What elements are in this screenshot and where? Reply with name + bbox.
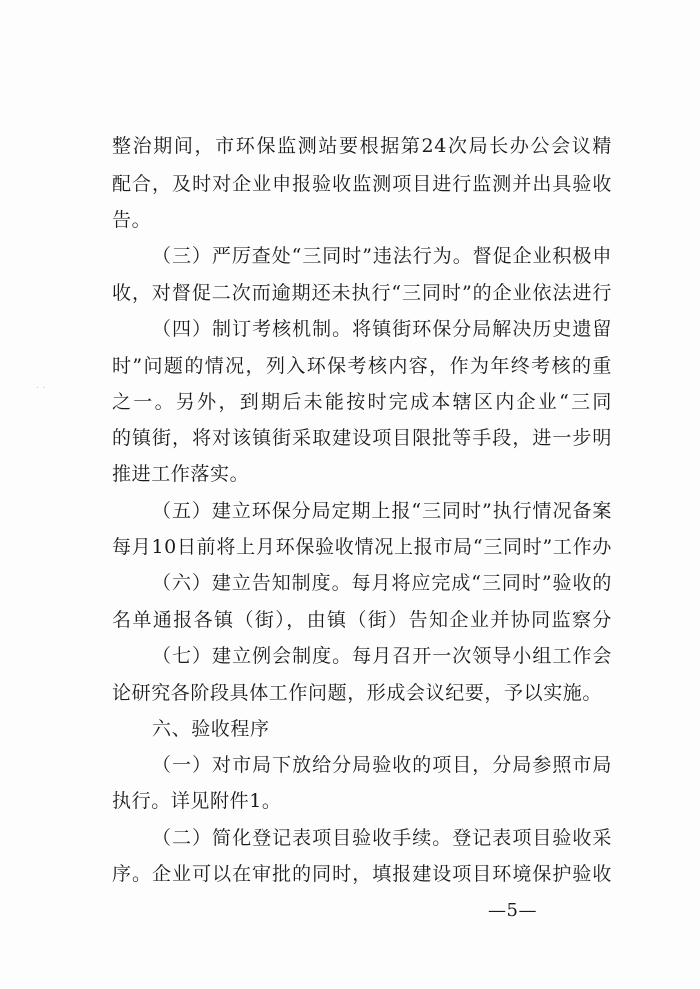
body-line-11: （五）建立环保分局定期上报“三同时”执行情况备案	[152, 500, 612, 522]
body-line-16: 论研究各阶段具体工作问题，形成会议纪要，予以实施。	[112, 682, 603, 704]
scan-speck: · ·	[36, 383, 46, 394]
body-line-18: （一）对市局下放给分局验收的项目，分局参照市局	[152, 754, 612, 776]
body-line-2: 配合，及时对企业申报验收监测项目进行监测并出具验收	[112, 173, 612, 195]
body-line-7: 时”问题的情况，列入环保考核内容，作为年终考核的重	[112, 355, 612, 377]
body-line-5: 收，对督促二次而逾期还未执行“三同时”的企业依法进行	[112, 282, 612, 304]
body-line-9: 的镇街，将对该镇街采取建设项目限批等手段，进一步明	[112, 427, 612, 449]
page-number: —5—	[488, 900, 537, 921]
body-line-14: 名单通报各镇（街），由镇（街）告知企业并协同监察分	[112, 609, 612, 631]
body-line-8: 之一。另外，到期后未能按时完成本辖区内企业“三同	[112, 391, 612, 413]
body-line-6: （四）制订考核机制。将镇街环保分局解决历史遗留	[152, 318, 612, 340]
body-line-10: 推进工作落实。	[112, 463, 250, 485]
body-line-15: （七）建立例会制度。每月召开一次领导小组工作会	[152, 645, 612, 667]
body-line-21: 序。企业可以在审批的同时，填报建设项目环境保护验收	[112, 863, 612, 885]
body-line-13: （六）建立告知制度。每月将应完成“三同时”验收的	[152, 572, 612, 594]
body-line-20: （二）简化登记表项目验收手续。登记表项目验收采	[152, 827, 612, 849]
body-line-1: 整治期间，市环保监测站要根据第24次局长办公会议精	[112, 135, 612, 157]
section-heading: 六、验收程序	[152, 718, 270, 740]
body-line-3: 告。	[112, 209, 152, 231]
body-line-19: 执行。详见附件1。	[112, 790, 282, 812]
body-line-12: 每月10日前将上月环保验收情况上报市局“三同时”工作办	[112, 536, 612, 558]
body-line-4: （三）严厉查处“三同时”违法行为。督促企业积极申	[152, 245, 612, 267]
